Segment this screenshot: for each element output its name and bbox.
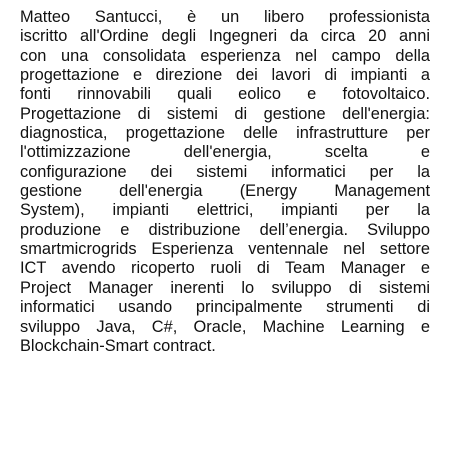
bio-line: produzione e distribuzione dell’energia. Sviluppo	[20, 220, 430, 239]
bio-line: sviluppo Java, C#, Oracle, Machine Learning e	[20, 317, 430, 336]
bio-line: smartmicrogrids Esperienza ventennale nel settore	[20, 240, 430, 259]
bio-line: System), impianti elettrici, impianti per la	[20, 201, 430, 220]
bio-line: con una consolidata esperienza nel campo della	[20, 46, 430, 65]
bio-line: Matteo Santucci, è un libero professionista	[20, 8, 430, 26]
biography-paragraph	[20, 8, 430, 356]
bio-line: iscritto all'Ordine degli Ingegneri da circa 20 anni	[20, 27, 430, 46]
bio-line: progettazione e direzione dei lavori di impianti a	[20, 66, 430, 85]
bio-line: Blockchain-Smart contract.	[20, 336, 216, 355]
bio-line: configurazione dei sistemi informatici per la	[20, 162, 430, 181]
bio-line: diagnostica, progettazione delle infrastrutture per	[20, 124, 430, 143]
bio-line: ICT avendo ricoperto ruoli di Team Manager e	[20, 259, 430, 278]
bio-line: Project Manager inerenti lo sviluppo di sistemi	[20, 278, 430, 297]
bio-line: Progettazione di sistemi di gestione dell'energia:	[20, 104, 430, 123]
bio-line: l'ottimizzazione dell'energia, scelta e	[20, 143, 430, 162]
bio-line: gestione dell'energia (Energy Management	[20, 182, 430, 201]
bio-line: fonti rinnovabili quali eolico e fotovoltaico.	[20, 85, 430, 104]
bio-line: informatici usando principalmente strumenti di	[20, 298, 430, 317]
